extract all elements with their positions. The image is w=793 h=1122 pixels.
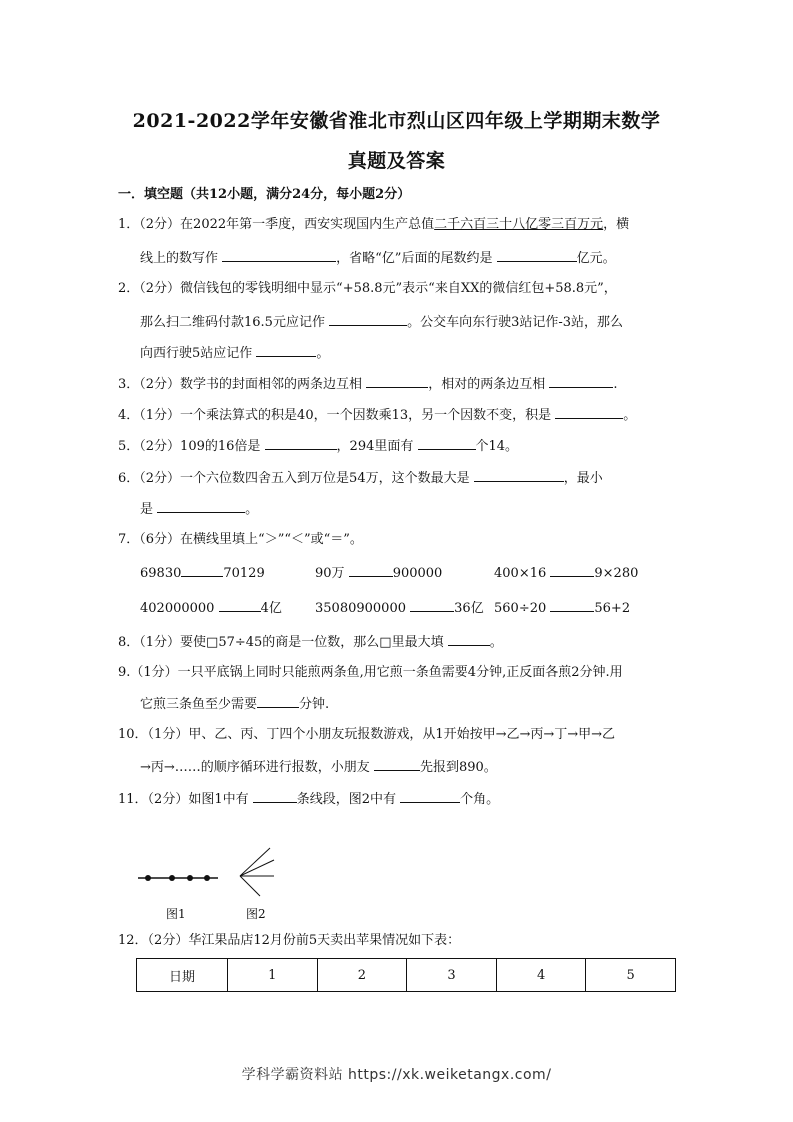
comparison-row-1: 69830 70129 [140,563,265,583]
question-8: 8．（1分）要使□57÷45的商是一位数，那么□里最大填 。 [118,632,503,652]
question-9-line-1: 9.（1分）一只平底锅上同时只能煎两条鱼,用它煎一条鱼需要4分钟,正反面各煎2分钟.用 [118,665,623,680]
table-row [137,959,676,992]
table-cell: 2 [317,959,407,992]
underlined-amount: 二千六百三十八亿零三百万元 [434,217,604,232]
table-cell: 日期 [137,959,228,992]
figure-2-caption: 图2 [246,907,266,921]
answer-blank[interactable] [222,248,336,262]
question-6-line-1: 6．（2分）一个六位数四舍五入到万位是54万，这个数最大是 ，最小 [118,468,603,488]
answer-blank[interactable] [366,374,428,388]
answer-blank[interactable] [257,694,299,708]
question-1-line-2: 线上的数写作 ，省略“亿”后面的尾数约是 亿元。 [140,248,616,268]
table-cell: 1 [228,959,318,992]
figure-1-caption: 图1 [166,907,186,921]
answer-blank[interactable] [550,563,594,577]
comparison-row-2: 560÷20 56+2 [494,598,630,618]
question-3: 3．（2分）数学书的封面相邻的两条边互相 ，相对的两条边互相 . [118,374,617,394]
title-line-1: 2021-2022学年安徽省淮北市烈山区四年级上学期期末数学 [132,110,661,132]
section-heading: 一．填空题（共12小题，满分24分，每小题2分） [118,187,411,202]
question-9-line-2: 它煎三条鱼至少需要 分钟. [140,694,329,714]
answer-blank[interactable] [448,632,490,646]
question-11: 11．（2分）如图1中有 条线段，图2中有 个角。 [118,789,499,809]
answer-blank[interactable] [265,436,337,450]
question-1-line-1: 1．（2分）在2022年第一季度，西安实现国内生产总值二千六百三十八亿零三百万元，横 [118,217,630,232]
sales-table [136,958,676,992]
question-12: 12．（2分）华江果品店12月份前5天卖出苹果情况如下表： [118,933,461,948]
question-4: 4．（1分）一个乘法算式的积是40，一个因数乘13，另一个因数不变，积是 。 [118,405,636,425]
question-6-line-2: 是 。 [140,499,258,519]
answer-blank[interactable] [549,374,613,388]
question-5: 5．（2分）109的16倍是 ，294里面有 个14。 [118,436,518,456]
comparison-row-2: 402000000 4亿 [140,598,282,618]
answer-blank[interactable] [555,405,623,419]
answer-blank[interactable] [349,563,393,577]
question-10-line-1: 10．（1分）甲、乙、丙、丁四个小朋友玩报数游戏，从1开始按甲→乙→丙→丁→甲→乙 [118,727,616,742]
answer-blank[interactable] [497,248,577,262]
answer-blank[interactable] [550,598,594,612]
title-line-2: 真题及答案 [347,150,446,172]
question-7: 7．（6分）在横线里填上“＞”“＜”或“＝”。 [118,532,363,547]
table-cell: 3 [407,959,497,992]
answer-blank[interactable] [329,312,407,326]
answer-blank[interactable] [256,343,316,357]
footer-watermark: 学科学霸资料站 https://xk.weiketangx.com/ [241,1067,552,1083]
answer-blank[interactable] [157,499,245,513]
table-cell: 4 [496,959,586,992]
answer-blank[interactable] [374,757,420,771]
answer-blank[interactable] [474,468,564,482]
answer-blank[interactable] [400,789,460,803]
comparison-row-1: 400×16 9×280 [494,563,638,583]
question-10-line-2: →丙→……的顺序循环进行报数，小朋友 先报到890。 [140,757,497,777]
question-2-line-2: 那么扫二维码付款16.5元应记作 。公交车向东行驶3站记作-3站，那么 [140,312,623,332]
comparison-row-1: 90万 900000 [315,563,442,583]
answer-blank[interactable] [253,789,297,803]
question-2-line-1: 2．（2分）微信钱包的零钱明细中显示“+58.8元”表示“来自XX的微信红包+58.8元”， [118,281,617,296]
table-cell: 5 [586,959,676,992]
figure-2-angles [230,840,290,900]
answer-blank[interactable] [181,563,223,577]
question-2-line-3: 向西行驶5站应记作 。 [140,343,329,363]
answer-blank[interactable] [418,436,476,450]
comparison-row-2: 35080900000 36亿 [315,598,484,618]
answer-blank[interactable] [219,598,261,612]
answer-blank[interactable] [410,598,454,612]
